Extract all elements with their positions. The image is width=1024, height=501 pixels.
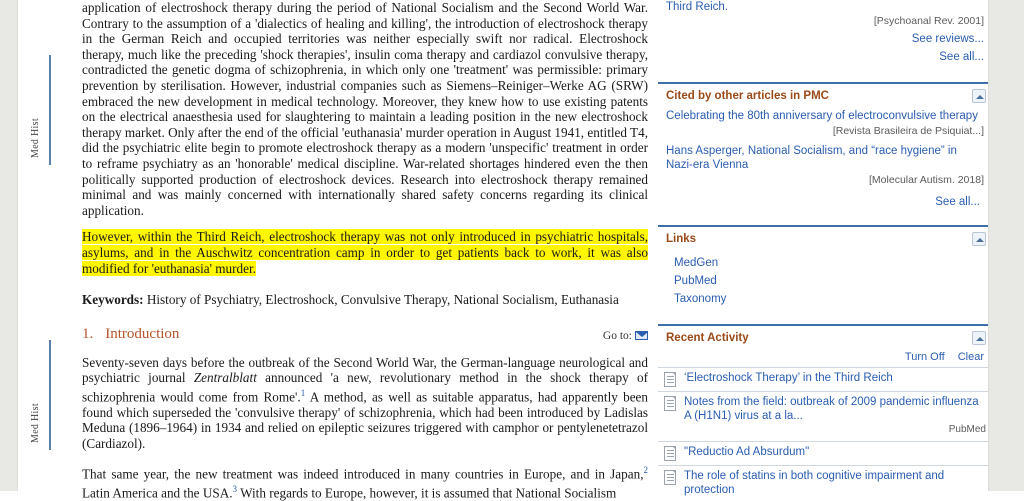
reference-link-1[interactable]: 1 [300,387,306,398]
document-icon [664,396,676,411]
link-item-pubmed [666,272,984,290]
recent-activity-heading [658,324,988,349]
document-icon [664,470,676,485]
cited-by-item-source: [Molecular Autism. 2018] [869,174,984,186]
intro-p1-post: A method, as well as suitable apparatus, had apparently been found which superseded the 'convulsive therapy' of schizophrenia, which had been introduced by Ladislas Meduna (1896–1964) in 1934 and relied on epileptic seizures triggered with camphor or pentylenetetrazol (Cardiazol). [82,389,648,452]
cited-by-item [666,144,984,187]
recent-activity-item-text [684,371,986,385]
right-sidebar [658,0,988,496]
recent-activity-item [658,441,988,465]
cited-by-item [666,109,984,138]
sidebar-block-cited-by [658,82,988,217]
link-medgen[interactable]: MedGen [674,257,719,269]
recent-activity-heading-label: Recent Activity [666,332,749,344]
recent-activity-tools [658,349,988,367]
left-gutter [0,0,62,491]
collapse-toggle-recent-activity[interactable] [972,331,986,345]
section-title: Introduction [105,325,180,342]
intro-p2-mid: Latin America and the USA. [82,485,233,501]
journal-label-bottom: Med Hist [30,403,41,443]
intro-paragraph-2 [82,463,648,501]
cited-by-body [658,107,988,217]
partial-citation [658,0,988,30]
cited-by-item-title[interactable]: Celebrating the 80th anniversary of electroconvulsive therapy [666,110,978,122]
intro-p2-pre: That same year, the new treatment was indeed introduced in many countries in Europe, and in Japan, [82,466,644,482]
reference-link-3[interactable]: 3 [232,483,238,494]
intro-paragraph-1 [82,355,648,452]
partial-citation-title[interactable]: Third Reich. [666,1,728,13]
sidebar-block-recent-activity [658,324,988,501]
turn-off-button[interactable]: Turn Off [904,351,945,363]
recent-activity-item-title[interactable]: Notes from the field: outbreak of 2009 pandemic influenza A (H1N1) virus at a la... [684,396,979,422]
article-column [82,0,648,501]
recent-activity-item [658,391,988,441]
abstract-paragraph: application of electroshock therapy during the period of National Socialism and the Second World War. Contrary to the assumption of a 'dialectics of healing and killing', the introduction of electroshock therapy in the German Reich and occupied territories was neither especially swift nor radical. Electroshock therapy, much like the preceding 'shock therapies', insulin coma therapy and cardiazol convulsive therapy, contradicted the genetic dogma of schizophrenia, in which only one 'treatment' was permissible: primary prevention by sterilisation. However, industrial companies such as Siemens–Reiniger–Werke AG (SRW) embraced the new development in medical technology. Moreover, they knew how to use existing patents on the electrical anaesthesia used for slaughtering to maintain a leading position in the new electroshock therapy market. Only after the end of the official 'euthanasia' murder operation in August 1941, entitled T4, did the psychiatric elite begin to promote electroshock therapy as a modern 'unspecific' treatment in order to reframe psychiatry as an 'honorable' medical discipline. War-related shortages hindered even the then politically supported production of electroshock devices. Research into electroshock therapy remained minimal and was mainly concerned with internationally shared safety concerns regarding its clinical application. [82,0,648,218]
partial-citation-source: [Psychoanal Rev. 2001] [873,15,984,27]
collapse-toggle-cited-by[interactable] [972,89,986,103]
keywords-value: History of Psychiatry, Electroshock, Convulsive Therapy, National Socialism, Euthanasia [146,292,619,308]
journal-label-top: Med Hist [30,118,41,158]
journal-rule-bottom [49,340,51,450]
document-icon [664,372,676,387]
link-taxonomy[interactable]: Taxonomy [674,293,727,305]
goto-control[interactable] [603,330,648,342]
highlighted-text: However, within the Third Reich, electroshock therapy was not only introduced in psychiatric hospitals, asylums, and in the Auschwitz concentration camp in order to get patients back to work, it was also modified for 'euthanasia' murder. [82,229,648,276]
recent-activity-item-text [684,469,986,497]
recent-activity-item-title[interactable]: The role of statins in both cognitive impairment and protection [684,470,945,496]
links-heading-label: Links [666,233,697,245]
keywords-line [82,292,648,308]
cited-by-item-title[interactable]: Hans Asperger, National Socialism, and “race hygiene” in Nazi-era Vienna [666,145,957,171]
clear-button[interactable]: Clear [957,351,984,363]
sidebar-block-links [658,225,988,314]
links-body [658,250,988,314]
cited-by-item-source: [Revista Brasileira de Psiquiat...] [832,125,984,137]
collapse-toggle-links[interactable] [972,232,986,246]
recent-activity-item-text [684,445,986,459]
see-all-link-cited-by[interactable]: See all... [935,196,980,208]
sidebar-block-similar-articles-partial [658,0,988,66]
intro-p1-italic: Zentralblatt [193,370,257,386]
see-all-link-similar[interactable]: See all... [939,51,984,63]
section-number: 1. [82,325,94,342]
link-item-taxonomy [666,290,984,308]
link-pubmed[interactable]: PubMed [674,275,717,287]
journal-rule-top [49,55,51,165]
intro-p1-pre: Seventy-seven days before the outbreak of the Second World War, the German-language neurological and psychiatric journal [82,354,648,386]
recent-activity-item-text [684,395,986,437]
recent-activity-item-title[interactable]: ‘Electroshock Therapy’ in the Third Reich [684,372,893,384]
recent-activity-item [658,465,988,501]
link-item-medgen [666,254,984,272]
recent-activity-list [658,367,988,501]
keywords-label: Keywords: [82,292,144,308]
recent-activity-item [658,367,988,391]
recent-activity-item-source: PubMed [948,424,986,435]
envelope-icon [635,331,648,340]
cited-by-heading [658,82,988,107]
intro-p2-post: With regards to Europe, however, it is assumed that National Socialism [237,485,617,501]
goto-label: Go to: [602,329,632,342]
recent-activity-item-title[interactable]: "Reductio Ad Absurdum" [684,446,810,458]
left-edge-strip [0,0,18,491]
right-edge-strip [988,0,1024,491]
links-heading [658,225,988,250]
reference-link-2[interactable]: 2 [643,464,648,475]
cited-by-heading-label: Cited by other articles in PMC [666,90,829,102]
abstract-highlight-paragraph [82,229,648,276]
section-heading-introduction [82,326,648,343]
intro-p1-mid: announced 'a new, revolutionary method in the shock therapy of schizophrenia would come from Rome'. [82,370,648,405]
see-reviews-link[interactable]: See reviews... [911,33,984,45]
document-icon [664,446,676,461]
